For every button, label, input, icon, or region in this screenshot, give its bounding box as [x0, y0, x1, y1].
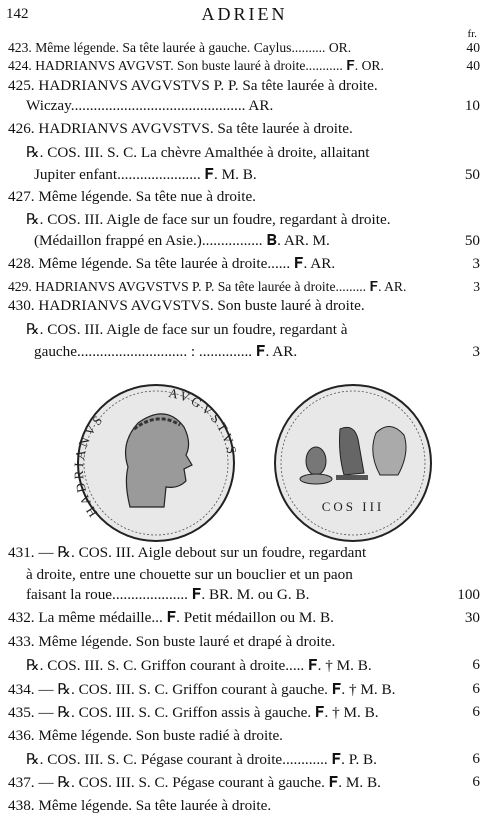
catalogue-line: [8, 210, 480, 229]
catalogue-line: [8, 566, 480, 584]
entry-price: 100: [457, 586, 480, 603]
catalogue-line: [8, 680, 480, 699]
entry-text: 429. HADRIANVS AVGVSTVS P. P. Sa tête laurée à droite......... 𝐅. AR.: [8, 279, 407, 294]
entry-text: ℞. COS. III. S. C. Pégase courant à droite............ 𝐅. P. B.: [26, 751, 377, 768]
page-number: 142: [6, 6, 29, 22]
catalogue-line: [8, 166, 480, 184]
catalogue-line: [8, 343, 480, 361]
entry-text: 435. — ℞. COS. III. S. C. Griffon assis à gauche. 𝐅. † M. B.: [8, 704, 379, 721]
owl-figure: [306, 447, 326, 475]
thunderbolt-figure: [336, 475, 368, 480]
coin-reverse: [275, 385, 431, 541]
catalogue-line: [8, 586, 480, 604]
entry-text: 426. HADRIANVS AVGVSTVS. Sa tête laurée à droite.: [8, 120, 353, 137]
peacock-figure: [373, 426, 406, 475]
entry-text: 424. HADRIANVS AVGVST. Son buste lauré à droite........... 𝐅. OR.: [8, 58, 384, 73]
catalogue-line: [8, 797, 480, 815]
entry-text: 425. HADRIANVS AVGVSTVS P. P. Sa tête laurée à droite.: [8, 77, 378, 94]
entry-price: 6: [472, 773, 480, 790]
entry-price: 10: [464, 97, 480, 114]
entry-text: ℞. COS. III. S. C. Griffon courant à droite..... 𝐅. † M. B.: [26, 657, 372, 674]
entry-text: à droite, entre une chouette sur un bouclier et un paon: [26, 566, 353, 583]
catalogue-line: [8, 120, 480, 138]
catalogue-line: [8, 543, 480, 562]
entry-text: Wiczay.............................................. AR.: [26, 97, 274, 114]
entry-price: 50: [464, 232, 480, 249]
reverse-legend: COS III: [321, 499, 385, 514]
entry-text: 433. Même légende. Son buste lauré et drapé à droite.: [8, 633, 336, 650]
entry-price: 6: [472, 656, 480, 673]
entry-price: 40: [466, 40, 480, 55]
entry-text: 431. — ℞. COS. III. Aigle debout sur un foudre, regardant: [8, 544, 367, 561]
catalogue-line: [8, 143, 480, 162]
entry-price: 30: [464, 609, 480, 626]
entry-text: 423. Même légende. Sa tête laurée à gauche. Caylus.......... OR.: [8, 40, 352, 55]
entry-price: 3: [473, 279, 480, 294]
catalogue-line: [8, 609, 480, 627]
catalogue-line: [8, 255, 480, 273]
entry-text: ℞. COS. III. Aigle de face sur un foudre, regardant à droite.: [26, 211, 391, 228]
catalogue-line: [8, 656, 480, 675]
coin-illustration: [68, 383, 443, 543]
catalogue-line: [8, 750, 480, 769]
catalogue-line: [8, 703, 480, 722]
catalogue-line: [8, 297, 480, 315]
entry-text: faisant la roue.................... 𝐅. BR. M. ou G. B.: [26, 586, 310, 603]
entry-text: 438. Même légende. Sa tête laurée à droite.: [8, 797, 272, 814]
catalogue-line: [8, 232, 480, 250]
entry-price: 6: [472, 750, 480, 767]
entry-price: 50: [464, 166, 480, 183]
entry-price: 3: [472, 255, 480, 272]
entry-text: 437. — ℞. COS. III. S. C. Pégase courant à gauche. 𝐅. M. B.: [8, 774, 381, 791]
coin-obverse: [71, 385, 240, 541]
entry-price: 6: [472, 703, 480, 720]
catalogue-line: [8, 58, 480, 74]
entry-text: 428. Même légende. Sa tête laurée à droite...... 𝐅. AR.: [8, 255, 336, 272]
entry-text: ℞. COS. III. S. C. La chèvre Amalthée à droite, allaitant: [26, 144, 370, 161]
entry-text: gauche............................. : .............. 𝐅. AR.: [34, 343, 298, 360]
obverse-legend-right: AVGVSTVS: [167, 385, 241, 458]
entry-text: 436. Même légende. Son buste radié à droite.: [8, 727, 283, 744]
catalogue-line: [8, 633, 480, 651]
catalogue-line: [8, 97, 480, 115]
entry-text: 434. — ℞. COS. III. S. C. Griffon courant à gauche. 𝐅. † M. B.: [8, 681, 396, 698]
entry-text: 432. La même médaille... 𝐅. Petit médaillon ou M. B.: [8, 609, 334, 626]
catalogue-line: [8, 773, 480, 792]
page-header: [0, 4, 489, 26]
catalogue-line: [8, 188, 480, 206]
price-unit-label: fr.: [467, 28, 477, 40]
catalogue-line: [8, 40, 480, 56]
entry-text: 427. Même légende. Sa tête nue à droite.: [8, 188, 256, 205]
obverse-legend-left: HADRIANVS: [70, 410, 108, 520]
entry-text: ℞. COS. III. Aigle de face sur un foudre, regardant à: [26, 321, 348, 338]
catalogue-line: [8, 279, 480, 295]
catalogue-line: [8, 727, 480, 745]
entry-price: 3: [472, 343, 480, 360]
entry-text: 430. HADRIANVS AVGVSTVS. Son buste lauré à droite.: [8, 297, 365, 314]
catalogue-line: [8, 77, 480, 95]
running-title: ADRIEN: [201, 4, 288, 24]
shield-figure: [300, 474, 332, 484]
entry-price: 40: [466, 58, 480, 73]
catalogue-line: [8, 320, 480, 339]
entry-price: 6: [472, 680, 480, 697]
entry-text: Jupiter enfant...................... 𝐅. M. B.: [34, 166, 257, 183]
entry-text: (Médaillon frappé en Asie.)................ 𝐁. AR. M.: [34, 232, 330, 249]
